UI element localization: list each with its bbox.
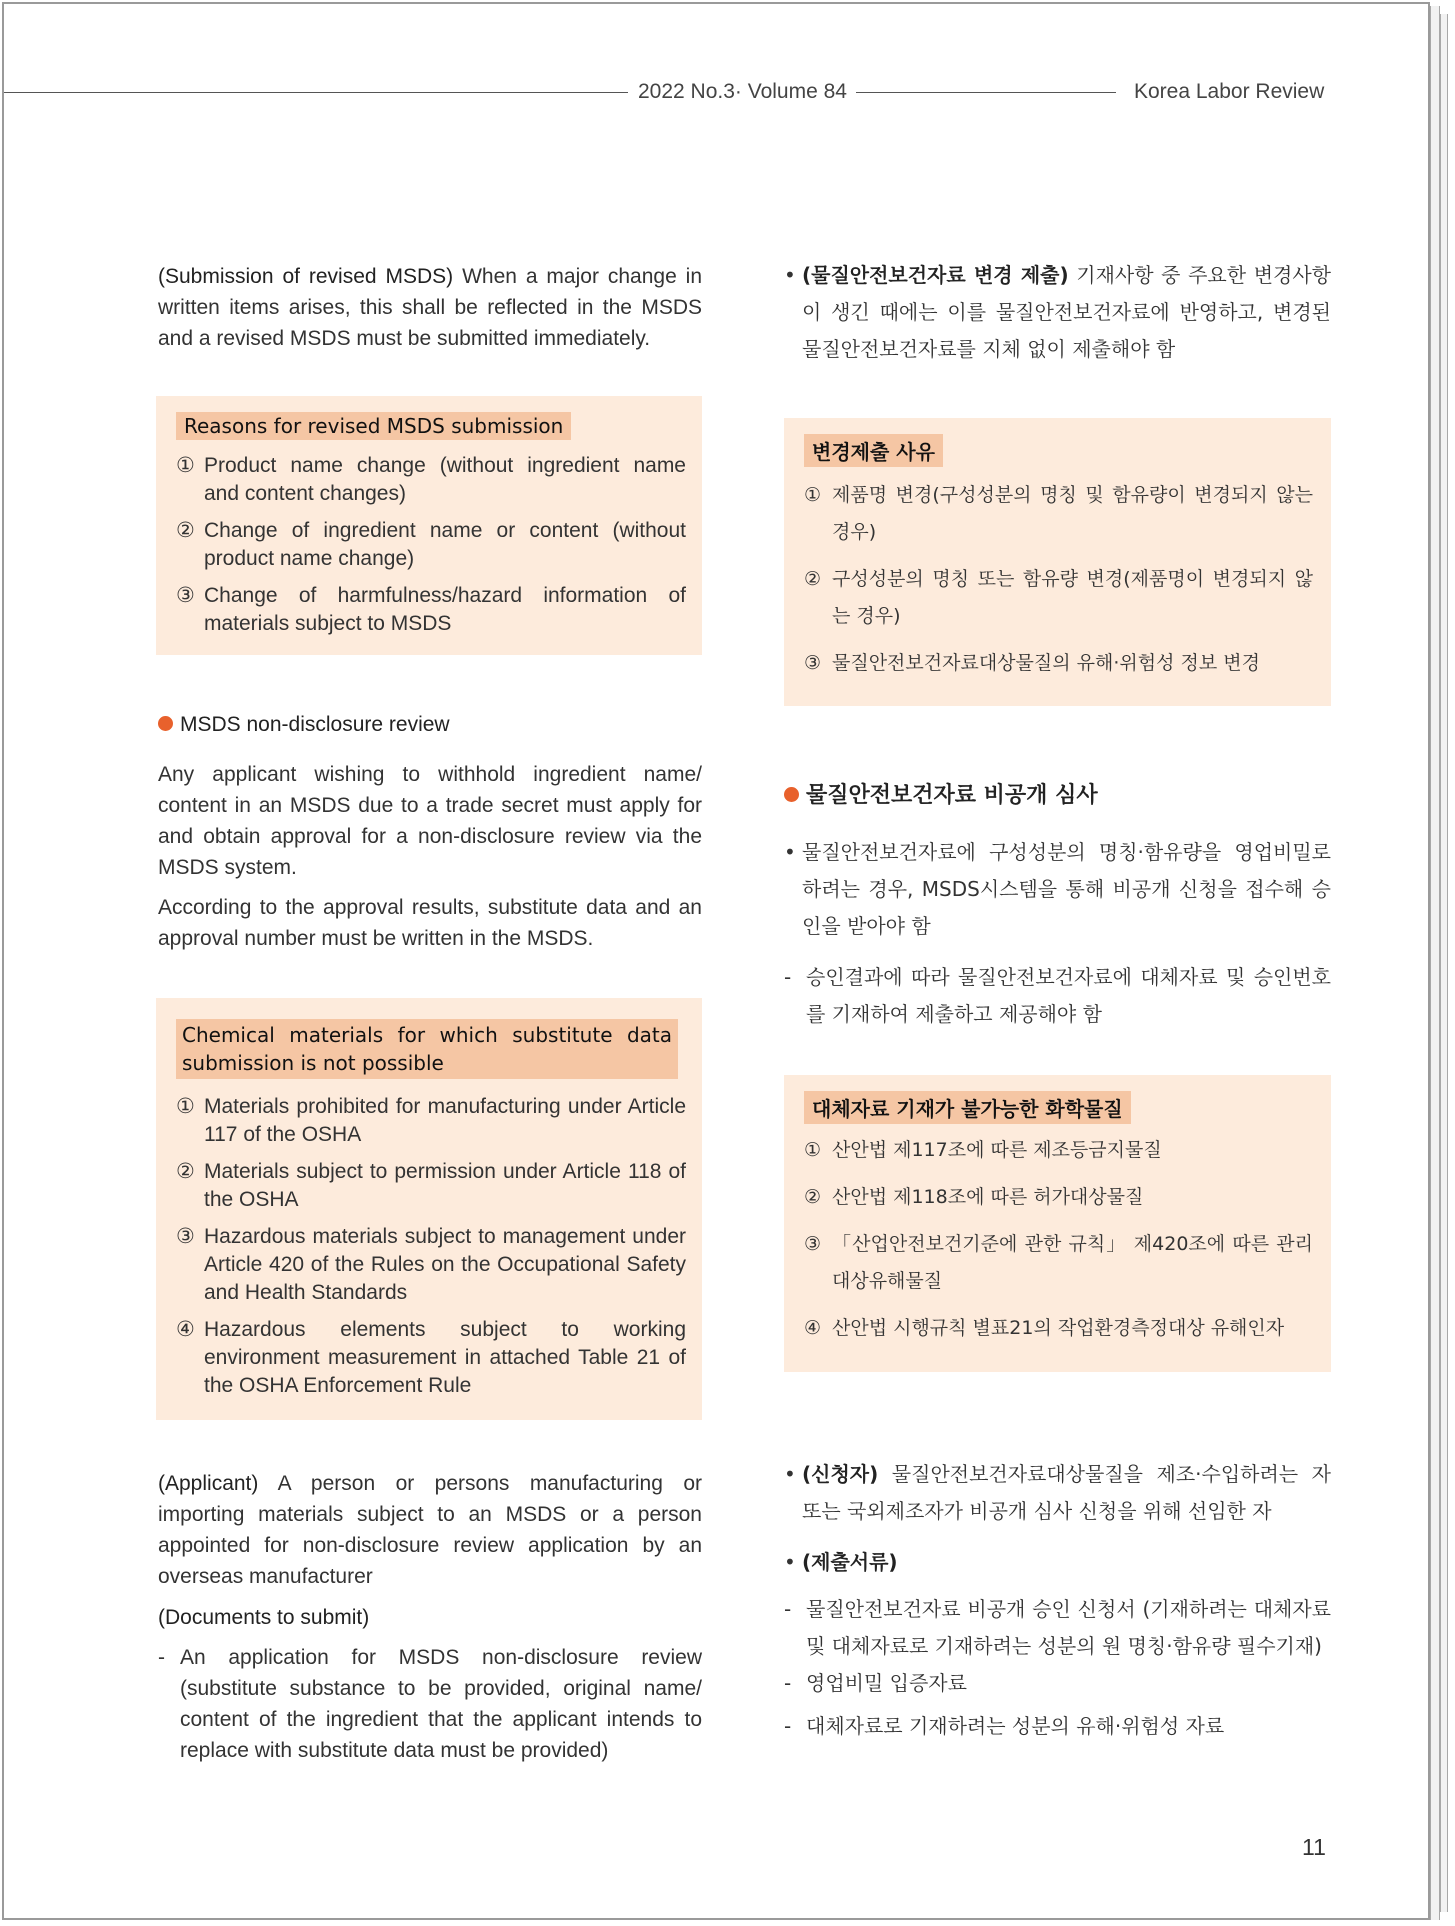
item-text: An application for MSDS non-disclosure review (substitute substance to be provided, original name/ content of the ingredient that the applicant intends to replace with substitute data must be provided) — [180, 1646, 702, 1762]
english-substitute-box — [156, 998, 702, 1420]
list-item — [804, 561, 1313, 635]
list-item — [804, 1226, 1313, 1300]
english-review-heading — [158, 709, 702, 740]
box-title: 변경제출 사유 — [804, 434, 943, 467]
dash-text: 승인결과에 따라 물질안전보건자료에 대체자료 및 승인번호를 기재하여 제출하고 제공해야 함 — [806, 965, 1331, 1026]
revised-lead: (Submission of revised MSDS) — [158, 265, 454, 288]
revised-lead: (물질안전보건자료 변경 제출) — [802, 263, 1069, 287]
korean-substitute-box — [784, 1075, 1331, 1372]
list-item — [176, 452, 686, 508]
applicant-text: 물질안전보건자료대상물질을 제조·수입하려는 자 또는 국외제조자가 비공개 심사 신청을 위해 선임한 자 — [802, 1462, 1331, 1523]
item-number: ③ — [176, 1225, 195, 1248]
item-text: Product name change (without ingredient name and content changes) — [204, 454, 686, 505]
bullet-dot: • — [784, 1462, 796, 1486]
item-number: ② — [176, 519, 195, 542]
item-number: ① — [176, 454, 195, 477]
dash-text: 대체자료로 기재하려는 성분의 유해·위험성 자료 — [806, 1714, 1225, 1738]
page-stack-edge — [1430, 6, 1440, 1920]
item-number: ④ — [176, 1318, 195, 1341]
korean-applicant-section — [784, 1456, 1331, 1745]
korean-review-body — [784, 834, 1331, 1033]
item-text: Materials subject to permission under Article 118 of the OSHA — [204, 1160, 686, 1211]
revised-text: When a major change in written items arises, this shall be reflected in the MSDS and a revised MSDS must be submitted immediately. — [158, 265, 702, 350]
docs-heading: (Documents to submit) — [158, 1606, 370, 1629]
header-issue: 2022 No.3· Volume 84 — [638, 80, 847, 103]
list-item — [804, 1310, 1313, 1347]
box-title: 대체자료 기재가 불가능한 화학물질 — [804, 1091, 1131, 1124]
english-revised-reasons-box — [156, 396, 702, 655]
docs-heading: (제출서류) — [802, 1550, 898, 1574]
item-text: Materials prohibited for manufacturing under Article 117 of the OSHA — [204, 1095, 686, 1146]
list-item — [804, 1132, 1313, 1169]
applicant-lead: (Applicant) — [158, 1472, 259, 1495]
list-item — [158, 1642, 702, 1766]
list-item — [176, 1093, 686, 1149]
english-revised-para — [158, 261, 702, 354]
item-number: ② — [804, 568, 822, 590]
korean-revised-reasons-box — [784, 418, 1331, 706]
dash-text: 영업비밀 입증자료 — [806, 1671, 967, 1695]
item-number: ③ — [176, 584, 195, 607]
section-heading: MSDS non-disclosure review — [180, 713, 450, 736]
revised-text: 기재사항 중 주요한 변경사항이 생긴 때에는 이를 물질안전보건자료에 반영하고, 변경된 물질안전보건자료를 지체 없이 제출해야 함 — [802, 263, 1331, 361]
header-rule-middle — [856, 92, 1116, 93]
dash-item — [784, 959, 1331, 1033]
applicant-lead: (신청자) — [802, 1462, 879, 1486]
bullet-item — [784, 1456, 1331, 1530]
korean-review-heading — [784, 777, 1331, 814]
english-review-body — [158, 759, 702, 954]
header-journal: Korea Labor Review — [1134, 80, 1325, 103]
list-item — [176, 1316, 686, 1400]
dash-item — [784, 1665, 1331, 1702]
item-text: 산안법 시행규칙 별표21의 작업환경측정대상 유해인자 — [832, 1317, 1285, 1339]
list-item — [804, 477, 1313, 551]
dash-mark: - — [784, 1714, 792, 1738]
item-number: ② — [176, 1160, 195, 1183]
document-page — [2, 2, 1430, 1920]
item-text: 산안법 제117조에 따른 제조등금지물질 — [832, 1139, 1162, 1161]
bullet-text: 물질안전보건자료에 구성성분의 명칭·함유량을 영업비밀로 하려는 경우, MSDS시스템을 통해 비공개 신청을 접수해 승인을 받아야 함 — [802, 840, 1331, 938]
list-item — [176, 582, 686, 638]
list-item — [176, 1158, 686, 1214]
bullet-dot: • — [784, 840, 796, 864]
applicant-text: A person or persons manufacturing or importing materials subject to an MSDS or a person appointed for non-disclosure review application by an overseas manufacturer — [158, 1472, 702, 1588]
list-item — [804, 1179, 1313, 1216]
dash-mark: - — [784, 1597, 792, 1621]
section-bullet-icon — [784, 787, 799, 802]
paragraph: Any applicant wishing to withhold ingredient name/ content in an MSDS due to a trade secret must apply for and obtain approval for a non-disclosure review via the MSDS system. — [158, 763, 702, 879]
item-text: Change of harmfulness/hazard information of materials subject to MSDS — [204, 584, 686, 635]
list-item — [176, 1223, 686, 1307]
dash-mark: - — [784, 1671, 792, 1695]
item-number: ① — [804, 1139, 822, 1161]
item-number: ③ — [804, 1233, 822, 1255]
bullet-item — [784, 1544, 1331, 1581]
section-heading: 물질안전보건자료 비공개 심사 — [806, 783, 1098, 808]
english-applicant-para — [158, 1468, 702, 1766]
bullet-dot: • — [784, 263, 796, 287]
item-text: Hazardous elements subject to working environment measurement in attached Table 21 of the OSHA Enforcement Rule — [204, 1318, 686, 1397]
bullet-item — [784, 257, 1331, 368]
item-text: 산안법 제118조에 따른 허가대상물질 — [832, 1186, 1144, 1208]
item-number: ① — [804, 484, 822, 506]
section-bullet-icon — [158, 716, 173, 731]
item-text: 「산업안전보건기준에 관한 규칙」 제420조에 따른 관리대상유해물질 — [832, 1233, 1313, 1292]
item-text: Hazardous materials subject to management under Article 420 of the Rules on the Occupational Safety and Health Standards — [204, 1225, 686, 1304]
list-item — [804, 645, 1313, 682]
box-title: Reasons for revised MSDS submission — [176, 412, 571, 440]
dash-text: 물질안전보건자료 비공개 승인 신청서 (기재하려는 대체자료 및 대체자료로 기재하려는 성분의 원 명칭·함유량 필수기재) — [806, 1597, 1331, 1658]
header-rule-left — [4, 92, 628, 93]
dash-item — [784, 1591, 1331, 1665]
page-stack-edge — [1440, 14, 1448, 1912]
korean-revised-para — [784, 257, 1331, 368]
item-number: ③ — [804, 652, 822, 674]
item-number: ② — [804, 1186, 822, 1208]
item-text: 제품명 변경(구성성분의 명칭 및 함유량이 변경되지 않는 경우) — [832, 484, 1313, 543]
box-title: Chemical materials for which substitute data submission is not possible — [176, 1019, 678, 1079]
dash-mark: - — [158, 1646, 165, 1669]
bullet-dot: • — [784, 1550, 796, 1574]
item-number: ① — [176, 1095, 195, 1118]
item-text: 구성성분의 명칭 또는 함유량 변경(제품명이 변경되지 않는 경우) — [832, 568, 1313, 627]
item-text: 물질안전보건자료대상물질의 유해·위험성 정보 변경 — [832, 652, 1260, 674]
bullet-item — [784, 834, 1331, 945]
page-number: 11 — [1302, 1834, 1326, 1860]
item-text: Change of ingredient name or content (without product name change) — [204, 519, 686, 570]
dash-mark: - — [784, 965, 792, 989]
list-item — [176, 517, 686, 573]
item-number: ④ — [804, 1317, 822, 1339]
dash-item — [784, 1708, 1331, 1745]
paragraph: According to the approval results, substitute data and an approval number must be written in the MSDS. — [158, 896, 702, 950]
